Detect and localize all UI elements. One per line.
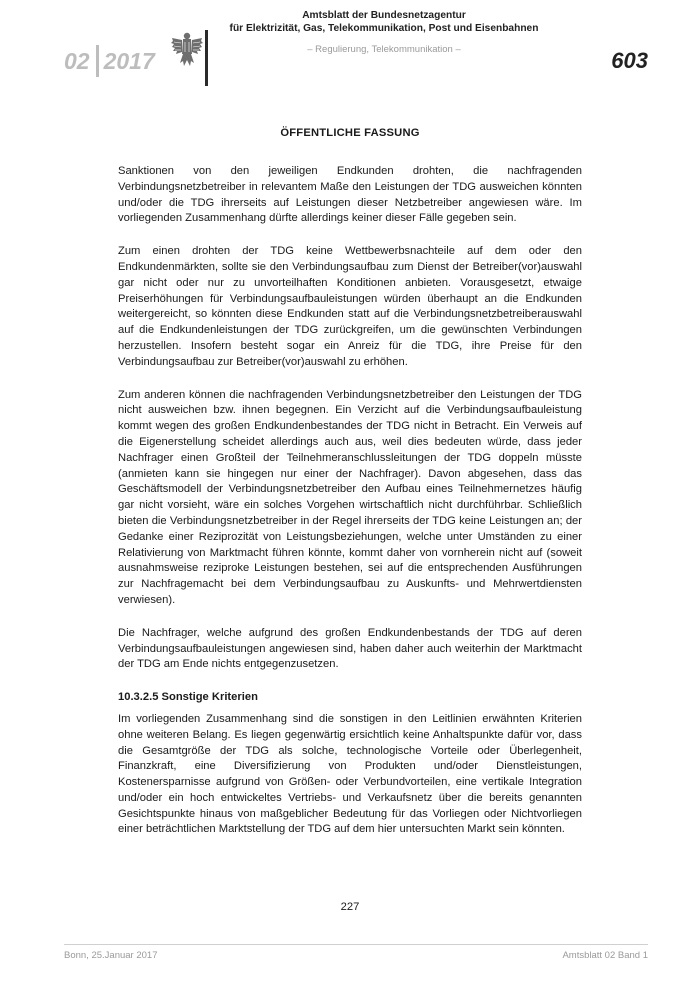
header-bar — [205, 30, 208, 86]
section-heading: 10.3.2.5 Sonstige Kriterien — [118, 691, 258, 704]
document-title: ÖFFENTLICHE FASSUNG — [280, 127, 420, 139]
gazette-title: Amtsblatt der Bundesnetzagentur — [302, 10, 466, 21]
federal-eagle-icon — [170, 30, 204, 70]
issue-number: 02 — [64, 47, 90, 74]
paragraph: Die Nachfrager, welche aufgrund des großen Endkundenbestands der TDG auf deren Verbindungsaufbauleistungen angewiesen sind, haben daher auch weiterhin der Marktmacht der TDG am Ende nichts entgegenzusetzen. — [118, 626, 582, 671]
footer-divider — [64, 944, 648, 945]
footer-date: Bonn, 25.Januar 2017 — [64, 950, 158, 961]
paragraph: Zum anderen können die nachfragenden Verbindungsnetzbetreiber den Leistungen der TDG nicht ausweichen bzw. ihnen begegnen. Ein Verzicht auf die Verbindungsaufbauleistung kommt wegen des großen Endkundenbestandes der TDG nicht in Betracht. Ein Verweis auf die Eigenerstellung scheidet allerdings auch aus, weil dies bedeuten würde, dass jeder Nachfrager einen Großteil der Teilnehmeranschlussleitungen der TDG doppeln müsste (anmieten kann sie hingegen nur einer der Nachfrager). Davon abgesehen, dass das Geschäftsmodell der Verbindungsnetzbetreiber den Aufbau eines Teilnehmernetzes häufig gar nicht vorsieht, wäre ein solches Vorgehen wirtschaftlich nicht durchführbar. Schließlich bieten die Verbindungsnetzbetreiber in der Regel ihrerseits der TDG keine Leistungen an; der Gedanke einer Reziprozität von Leistungsbeziehungen, welche unter Umständen zu einer Relativierung von Marktmacht führen könnte, kommt daher von vornherein nicht auf (soweit ausnahmsweise reziproke Leistungen bestehen, sei auf die entsprechenden Ausführungen zur Nachfragemacht bei dem Verbindungsaufbau zu Auskunfts- und Mehrwertdiensten verwiesen). — [118, 388, 582, 606]
gazette-header — [220, 10, 548, 55]
gazette-subtitle: für Elektrizität, Gas, Telekommunikation, Post und Eisenbahnen — [229, 22, 539, 34]
inner-page-number: 227 — [340, 901, 360, 913]
gazette-section: – Regulierung, Telekommunikation – — [307, 44, 461, 55]
paragraph: Sanktionen von den jeweiligen Endkunden drohten, die nachfragenden Verbindungsnetzbetreiber in relevantem Maße den Leistungen der TDG ausweichen könnten und/oder die TDG ihrerseits auf Leistungen dieser Netzbetreiber angewiesen wäre. Im vorliegenden Zusammenhang dürfte allerdings keiner dieser Fälle gegeben sein. — [118, 165, 582, 225]
paragraph: Zum einen drohten der TDG keine Wettbewerbsnachteile auf dem oder den Endkundenmärkten, sollte sie den Verbindungsaufbau zum Dienst der Betreiber(vor)auswahl gar nicht oder nur zu unvorteilhaften Konditionen anbieten. Vorausgesetzt, etwaige Preiserhöhungen für Verbindungsaufbauleistungen würden überhaupt an die Endkunden weitergereicht, so könnten diese Endkunden statt auf die Verbindungsnetzbetreiberauswahl auf die Endkundenleistungen der TDG zurückgreifen, um die gewünschten Verbindungen herzustellen. Insofern besteht sogar ein Anreiz für die TDG, ihre Preise für den Verbindungsaufbau zur Betreiber(vor)auswahl zu erhöhen. — [118, 245, 582, 368]
paragraph: Im vorliegenden Zusammenhang sind die sonstigen in den Leitlinien erwähnten Kriterien ohne weiteren Belang. Es liegen gegenwärtig ersichtlich keine Anhaltspunkte dafür vor, dass die Gesamtgröße der TDG als solche, technologische Vorteile oder Überlegenheit, Finanzkraft, eine Diversifizierung von Produkten und/oder Dienstleistungen, Kostenersparnisse aufgrund von Größen- oder Verbundvorteilen, eine vertikale Integration und/oder ein hoch entwickeltes Vertriebs- und Verkaufsnetz über die bereits genannten Gesichtspunkte hinaus von maßgeblicher Bedeutung für das Vorliegen oder Nichtvorliegen einer beträchtlichen Marktstellung der TDG auf dem hier untersuchten Markt sein könnten. — [118, 712, 582, 836]
issue-label — [64, 46, 155, 76]
issue-separator — [96, 45, 99, 77]
page-number: 603 — [611, 48, 648, 73]
issue-year: 2017 — [103, 47, 155, 74]
footer-volume: Amtsblatt 02 Band 1 — [562, 950, 648, 961]
document-body — [118, 164, 582, 855]
